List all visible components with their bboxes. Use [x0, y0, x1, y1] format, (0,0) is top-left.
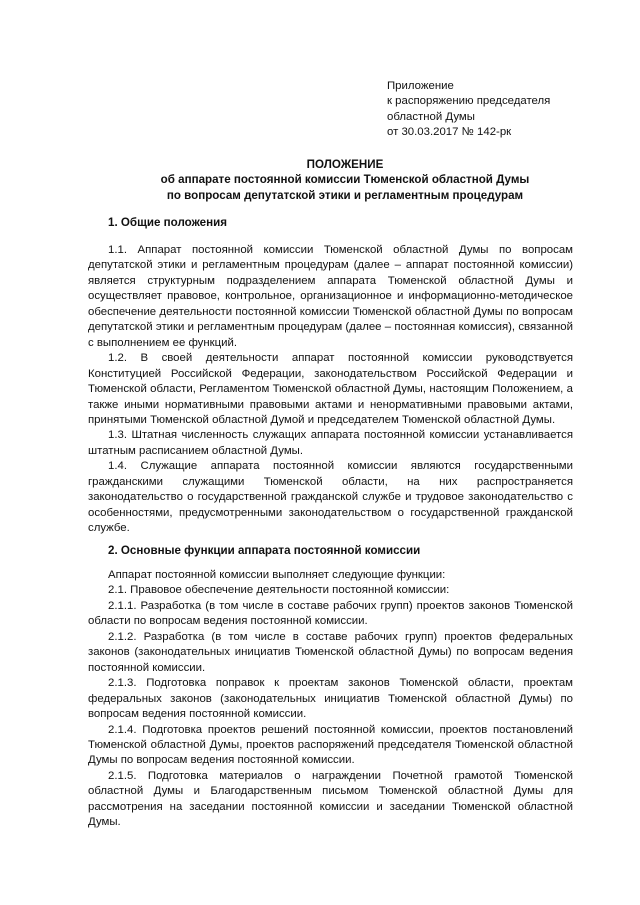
- appendix-header: [387, 79, 617, 140]
- paragraph: 2.1.4. Подготовка проектов решений постоянной комиссии, проектов постановлений Тюменской областной Думы, проектов распоряжений председателя Тюменской областной Думы по вопросам ведения постоянной комиссии.: [88, 723, 573, 767]
- appendix-line: к распоряжению председателя: [387, 95, 551, 108]
- title-line: по вопросам депутатской этики и регламентным процедурам: [166, 188, 524, 202]
- paragraph: 2.1.3. Подготовка поправок к проектам законов Тюменской области, проектам федеральных законов (законодательных инициатив Тюменской областной Думы) по вопросам ведения постоянной комиссии.: [88, 677, 573, 721]
- document-title: [90, 157, 600, 203]
- paragraph: 2.1. Правовое обеспечение деятельности постоянной комиссии:: [108, 584, 450, 597]
- paragraph: Аппарат постоянной комиссии выполняет следующие функции:: [108, 569, 446, 581]
- paragraph: 2.1.5. Подготовка материалов о награждении Почетной грамотой Тюменской областной Думы и Благодарственным письмом Тюменской областной Думы для рассмотрения на заседании постоянной комиссии и заседании Тюменской областной Думы.: [88, 769, 573, 829]
- title-line: ПОЛОЖЕНИЕ: [306, 158, 384, 171]
- section-heading-functions: 2. Основные функции аппарата постоянной комиссии: [108, 544, 421, 557]
- paragraph: 1.3. Штатная численность служащих аппарата постоянной комиссии устанавливается штатным расписанием областной Думы.: [88, 429, 573, 457]
- section-functions-body: [88, 568, 573, 831]
- appendix-date-number: от 30.03.2017 № 142-рк: [387, 125, 512, 138]
- section-general-body: [88, 243, 573, 537]
- section-heading-general: 1. Общие положения: [108, 216, 227, 229]
- paragraph: 1.2. В своей деятельности аппарат постоянной комиссии руководствуется Конституцией Российской Федерации, законодательством Российской Федерации и Тюменской области, Регламентом Тюменской областной Думы, настоящим Положением, а также иными нормативными правовыми актами и ненормативными правовыми актами, принятыми Тюменской областной Думой и председателем Тюменской областной Думы.: [88, 352, 573, 426]
- appendix-line: Приложение: [387, 80, 454, 92]
- paragraph: 2.1.2. Разработка (в том числе в составе рабочих групп) проектов федеральных законов (законодательных инициатив Тюменской областной Думы) по вопросам ведения постоянной комиссии.: [88, 630, 573, 674]
- paragraph: 2.1.1. Разработка (в том числе в составе рабочих групп) проектов законов Тюменской области по вопросам ведения постоянной комиссии.: [88, 599, 573, 628]
- paragraph: 1.4. Служащие аппарата постоянной комиссии являются государственными гражданскими служащими Тюменской области, на них распространяется законодательство о государственной гражданской службе и трудовое законодательство с особенностями, предусмотренными законодательством о государственной гражданской службе.: [88, 460, 573, 535]
- title-line: об аппарате постоянной комиссии Тюменской областной Думы: [160, 173, 530, 187]
- paragraph: 1.1. Аппарат постоянной комиссии Тюменской областной Думы по вопросам депутатской этики и регламентным процедурам (далее – аппарат постоянной комиссии) является структурным подразделением аппарата Тюменской областной Думы и осуществляет правовое, контрольное, организационное и информационно-методическое обеспечение деятельности постоянной комиссии Тюменской областной Думы по вопросам депутатской этики и регламентным процедурам (далее – постоянная комиссия), связанной с выполнением ее функций.: [88, 244, 573, 349]
- appendix-line: областной Думы: [387, 110, 475, 123]
